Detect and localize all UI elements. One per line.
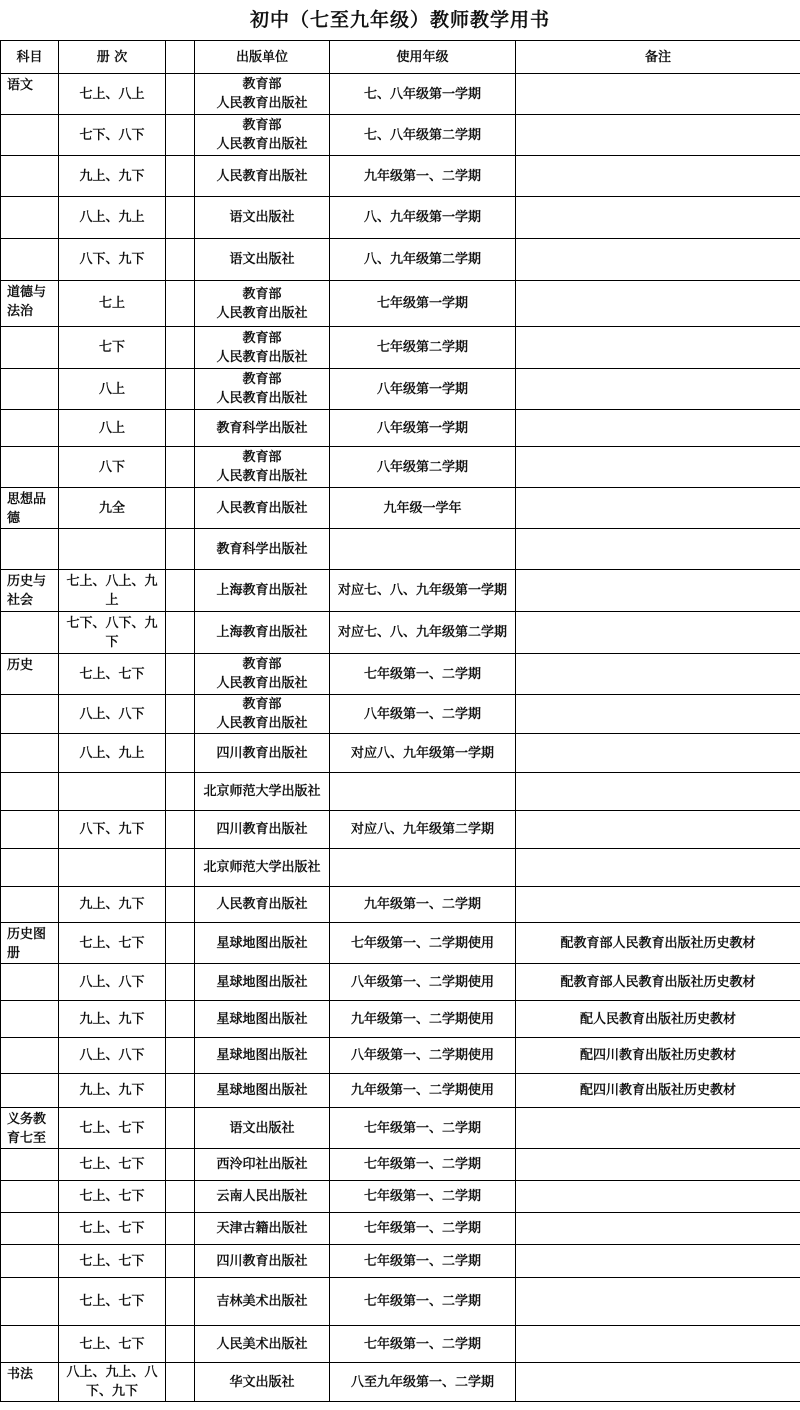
grade-cell: 七、八年级第一学期 <box>330 74 516 115</box>
volume-cell: 九全 <box>59 488 166 529</box>
volume-cell: 八上 <box>59 410 166 447</box>
subject-cell: 书法 <box>1 1363 59 1402</box>
blank-cell <box>166 1278 195 1326</box>
publisher-cell: 北京师范大学出版社 <box>195 773 330 811</box>
subject-cell <box>1 1213 59 1245</box>
table-row <box>1 887 800 923</box>
publisher-cell: 云南人民出版社 <box>195 1181 330 1213</box>
subject-cell <box>1 369 59 410</box>
blank-cell <box>166 1245 195 1278</box>
textbook-table <box>0 40 800 1402</box>
note-cell <box>516 887 800 923</box>
table-row <box>1 156 800 197</box>
subject-cell: 义务教 育七至 <box>1 1108 59 1149</box>
subject-cell: 历史图 册 <box>1 923 59 964</box>
subject-cell <box>1 1149 59 1181</box>
note-cell: 配教育部人民教育出版社历史教材 <box>516 923 800 964</box>
subject-cell <box>1 1326 59 1363</box>
table-row <box>1 369 800 410</box>
note-cell <box>516 654 800 695</box>
note-cell <box>516 695 800 734</box>
subject-cell <box>1 773 59 811</box>
publisher-cell: 四川教育出版社 <box>195 811 330 849</box>
grade-cell: 对应八、九年级第二学期 <box>330 811 516 849</box>
table-row <box>1 239 800 281</box>
table-row <box>1 74 800 115</box>
subject-cell: 道德与 法治 <box>1 281 59 327</box>
grade-cell: 七年级第一、二学期 <box>330 1181 516 1213</box>
note-cell <box>516 239 800 281</box>
grade-cell: 八至九年级第一、二学期 <box>330 1363 516 1402</box>
blank-cell <box>166 529 195 570</box>
note-cell <box>516 734 800 773</box>
blank-cell <box>166 239 195 281</box>
note-cell <box>516 115 800 156</box>
blank-cell <box>166 773 195 811</box>
publisher-cell: 语文出版社 <box>195 239 330 281</box>
grade-cell: 九年级第一、二学期 <box>330 887 516 923</box>
subject-cell <box>1 239 59 281</box>
note-cell <box>516 447 800 488</box>
subject-cell <box>1 115 59 156</box>
note-cell <box>516 156 800 197</box>
note-cell <box>516 410 800 447</box>
table-row <box>1 197 800 239</box>
blank-cell <box>166 1108 195 1149</box>
blank-cell <box>166 734 195 773</box>
grade-cell: 对应七、八、九年级第一学期 <box>330 570 516 612</box>
note-cell: 配人民教育出版社历史教材 <box>516 1001 800 1038</box>
volume-cell: 八上、八下 <box>59 964 166 1001</box>
blank-cell <box>166 1074 195 1108</box>
note-cell <box>516 1213 800 1245</box>
header-blank <box>166 41 195 74</box>
note-cell <box>516 529 800 570</box>
volume-cell: 八上、八下 <box>59 695 166 734</box>
blank-cell <box>166 1326 195 1363</box>
volume-cell: 七下、八下 <box>59 115 166 156</box>
volume-cell <box>59 529 166 570</box>
publisher-cell: 四川教育出版社 <box>195 734 330 773</box>
volume-cell: 七上、七下 <box>59 1278 166 1326</box>
subject-cell <box>1 849 59 887</box>
publisher-cell: 语文出版社 <box>195 1108 330 1149</box>
subject-cell <box>1 1074 59 1108</box>
volume-cell: 九上、九下 <box>59 1001 166 1038</box>
note-cell <box>516 327 800 369</box>
subject-cell <box>1 612 59 654</box>
note-cell <box>516 74 800 115</box>
publisher-cell: 北京师范大学出版社 <box>195 849 330 887</box>
publisher-cell: 上海教育出版社 <box>195 570 330 612</box>
volume-cell: 九上、九下 <box>59 887 166 923</box>
subject-cell <box>1 1001 59 1038</box>
grade-cell: 七年级第一、二学期 <box>330 1278 516 1326</box>
subject-cell <box>1 197 59 239</box>
table-row <box>1 964 800 1001</box>
volume-cell <box>59 773 166 811</box>
blank-cell <box>166 1001 195 1038</box>
blank-cell <box>166 849 195 887</box>
table-row <box>1 734 800 773</box>
publisher-cell: 教育部 人民教育出版社 <box>195 695 330 734</box>
grade-cell: 八年级第二学期 <box>330 447 516 488</box>
publisher-cell: 教育部 人民教育出版社 <box>195 369 330 410</box>
grade-cell: 七年级第一、二学期 <box>330 1108 516 1149</box>
publisher-cell: 教育部 人民教育出版社 <box>195 447 330 488</box>
grade-cell: 七年级第一、二学期 <box>330 1326 516 1363</box>
publisher-cell: 星球地图出版社 <box>195 1038 330 1074</box>
publisher-cell: 人民教育出版社 <box>195 488 330 529</box>
table-row <box>1 1108 800 1149</box>
note-cell: 配四川教育出版社历史教材 <box>516 1038 800 1074</box>
table-row <box>1 1181 800 1213</box>
note-cell <box>516 1326 800 1363</box>
grade-cell <box>330 529 516 570</box>
blank-cell <box>166 156 195 197</box>
subject-cell <box>1 529 59 570</box>
blank-cell <box>166 197 195 239</box>
grade-cell: 对应八、九年级第一学期 <box>330 734 516 773</box>
note-cell <box>516 281 800 327</box>
publisher-cell: 西泠印社出版社 <box>195 1149 330 1181</box>
subject-cell: 历史 <box>1 654 59 695</box>
volume-cell: 七上、八上、九 上 <box>59 570 166 612</box>
publisher-cell: 教育部 人民教育出版社 <box>195 327 330 369</box>
publisher-cell: 人民教育出版社 <box>195 887 330 923</box>
table-row <box>1 923 800 964</box>
publisher-cell: 语文出版社 <box>195 197 330 239</box>
grade-cell: 七年级第一学期 <box>330 281 516 327</box>
table-row <box>1 529 800 570</box>
grade-cell <box>330 773 516 811</box>
subject-cell <box>1 1181 59 1213</box>
blank-cell <box>166 654 195 695</box>
table-row <box>1 1213 800 1245</box>
note-cell <box>516 612 800 654</box>
blank-cell <box>166 447 195 488</box>
publisher-cell: 星球地图出版社 <box>195 1001 330 1038</box>
volume-cell: 九上、九下 <box>59 156 166 197</box>
header-publisher: 出版单位 <box>195 41 330 74</box>
grade-cell: 七年级第一、二学期 <box>330 654 516 695</box>
note-cell <box>516 1108 800 1149</box>
publisher-cell: 教育部 人民教育出版社 <box>195 115 330 156</box>
publisher-cell: 吉林美术出版社 <box>195 1278 330 1326</box>
publisher-cell: 教育部 人民教育出版社 <box>195 281 330 327</box>
table-row <box>1 1001 800 1038</box>
table-row <box>1 1074 800 1108</box>
publisher-cell: 教育科学出版社 <box>195 529 330 570</box>
subject-cell <box>1 1278 59 1326</box>
table-row <box>1 410 800 447</box>
subject-cell <box>1 327 59 369</box>
table-row <box>1 1326 800 1363</box>
volume-cell: 七上、七下 <box>59 654 166 695</box>
grade-cell: 九年级第一、二学期使用 <box>330 1001 516 1038</box>
publisher-cell: 星球地图出版社 <box>195 1074 330 1108</box>
note-cell <box>516 811 800 849</box>
table-body <box>1 74 800 1402</box>
grade-cell: 七年级第一、二学期 <box>330 1245 516 1278</box>
volume-cell: 七上 <box>59 281 166 327</box>
grade-cell: 七年级第一、二学期 <box>330 1213 516 1245</box>
blank-cell <box>166 695 195 734</box>
grade-cell: 七年级第二学期 <box>330 327 516 369</box>
volume-cell: 七上、八上 <box>59 74 166 115</box>
table-row <box>1 773 800 811</box>
volume-cell: 八上、九上 <box>59 734 166 773</box>
blank-cell <box>166 1363 195 1402</box>
blank-cell <box>166 369 195 410</box>
header-subject: 科目 <box>1 41 59 74</box>
document-title: 初中（七至九年级）教师教学用书 <box>249 9 550 31</box>
blank-cell <box>166 887 195 923</box>
table-row <box>1 1149 800 1181</box>
publisher-cell: 教育部 人民教育出版社 <box>195 654 330 695</box>
volume-cell: 八上、九上 <box>59 197 166 239</box>
note-cell <box>516 1149 800 1181</box>
grade-cell: 九年级第一、二学期使用 <box>330 1074 516 1108</box>
subject-cell <box>1 1038 59 1074</box>
table-row <box>1 849 800 887</box>
volume-cell: 八下 <box>59 447 166 488</box>
subject-cell: 历史与 社会 <box>1 570 59 612</box>
blank-cell <box>166 1213 195 1245</box>
blank-cell <box>166 1149 195 1181</box>
grade-cell <box>330 849 516 887</box>
subject-cell: 思想品 德 <box>1 488 59 529</box>
note-cell <box>516 488 800 529</box>
table-row <box>1 1363 800 1402</box>
grade-cell: 七、八年级第二学期 <box>330 115 516 156</box>
note-cell <box>516 1363 800 1402</box>
blank-cell <box>166 115 195 156</box>
note-cell <box>516 197 800 239</box>
volume-cell <box>59 849 166 887</box>
note-cell: 配四川教育出版社历史教材 <box>516 1074 800 1108</box>
table-row <box>1 447 800 488</box>
volume-cell: 七上、七下 <box>59 1245 166 1278</box>
publisher-cell: 人民美术出版社 <box>195 1326 330 1363</box>
table-row <box>1 281 800 327</box>
table-header-row <box>1 41 800 74</box>
table-row <box>1 811 800 849</box>
note-cell <box>516 1278 800 1326</box>
note-cell <box>516 1245 800 1278</box>
volume-cell: 八上、八下 <box>59 1038 166 1074</box>
grade-cell: 八、九年级第一学期 <box>330 197 516 239</box>
publisher-cell: 教育部 人民教育出版社 <box>195 74 330 115</box>
blank-cell <box>166 410 195 447</box>
publisher-cell: 四川教育出版社 <box>195 1245 330 1278</box>
publisher-cell: 教育科学出版社 <box>195 410 330 447</box>
volume-cell: 八上 <box>59 369 166 410</box>
subject-cell <box>1 1245 59 1278</box>
grade-cell: 八、九年级第二学期 <box>330 239 516 281</box>
subject-cell <box>1 811 59 849</box>
blank-cell <box>166 488 195 529</box>
grade-cell: 对应七、八、九年级第二学期 <box>330 612 516 654</box>
subject-cell <box>1 447 59 488</box>
table-row <box>1 327 800 369</box>
header-volume: 册 次 <box>59 41 166 74</box>
note-cell <box>516 369 800 410</box>
subject-cell <box>1 734 59 773</box>
table-row <box>1 695 800 734</box>
grade-cell: 七年级第一、二学期使用 <box>330 923 516 964</box>
table-row <box>1 1245 800 1278</box>
blank-cell <box>166 281 195 327</box>
note-cell: 配教育部人民教育出版社历史教材 <box>516 964 800 1001</box>
subject-cell <box>1 695 59 734</box>
publisher-cell: 上海教育出版社 <box>195 612 330 654</box>
table-row <box>1 115 800 156</box>
header-grade: 使用年级 <box>330 41 516 74</box>
publisher-cell: 星球地图出版社 <box>195 923 330 964</box>
grade-cell: 九年级第一、二学期 <box>330 156 516 197</box>
grade-cell: 八年级第一、二学期 <box>330 695 516 734</box>
table-row <box>1 488 800 529</box>
subject-cell <box>1 887 59 923</box>
subject-cell <box>1 410 59 447</box>
note-cell <box>516 849 800 887</box>
blank-cell <box>166 811 195 849</box>
subject-cell <box>1 156 59 197</box>
publisher-cell: 人民教育出版社 <box>195 156 330 197</box>
table-row <box>1 654 800 695</box>
grade-cell: 九年级一学年 <box>330 488 516 529</box>
blank-cell <box>166 570 195 612</box>
volume-cell: 七上、七下 <box>59 1213 166 1245</box>
blank-cell <box>166 964 195 1001</box>
blank-cell <box>166 74 195 115</box>
note-cell <box>516 1181 800 1213</box>
volume-cell: 七上、七下 <box>59 1108 166 1149</box>
table-row <box>1 570 800 612</box>
blank-cell <box>166 1038 195 1074</box>
volume-cell: 八下、九下 <box>59 239 166 281</box>
grade-cell: 八年级第一学期 <box>330 410 516 447</box>
volume-cell: 七上、七下 <box>59 1181 166 1213</box>
blank-cell <box>166 1181 195 1213</box>
publisher-cell: 天津古籍出版社 <box>195 1213 330 1245</box>
volume-cell: 七下 <box>59 327 166 369</box>
volume-cell: 七上、七下 <box>59 923 166 964</box>
note-cell <box>516 773 800 811</box>
volume-cell: 九上、九下 <box>59 1074 166 1108</box>
table-row <box>1 1278 800 1326</box>
volume-cell: 七下、八下、九 下 <box>59 612 166 654</box>
blank-cell <box>166 923 195 964</box>
header-note: 备注 <box>516 41 800 74</box>
blank-cell <box>166 327 195 369</box>
volume-cell: 七上、七下 <box>59 1326 166 1363</box>
table-row <box>1 612 800 654</box>
grade-cell: 八年级第一学期 <box>330 369 516 410</box>
volume-cell: 七上、七下 <box>59 1149 166 1181</box>
subject-cell <box>1 964 59 1001</box>
grade-cell: 七年级第一、二学期 <box>330 1149 516 1181</box>
grade-cell: 八年级第一、二学期使用 <box>330 1038 516 1074</box>
publisher-cell: 华文出版社 <box>195 1363 330 1402</box>
table-row <box>1 1038 800 1074</box>
subject-cell: 语文 <box>1 74 59 115</box>
volume-cell: 八下、九下 <box>59 811 166 849</box>
note-cell <box>516 570 800 612</box>
publisher-cell: 星球地图出版社 <box>195 964 330 1001</box>
grade-cell: 八年级第一、二学期使用 <box>330 964 516 1001</box>
volume-cell: 八上、九上、八 下、九下 <box>59 1363 166 1402</box>
blank-cell <box>166 612 195 654</box>
